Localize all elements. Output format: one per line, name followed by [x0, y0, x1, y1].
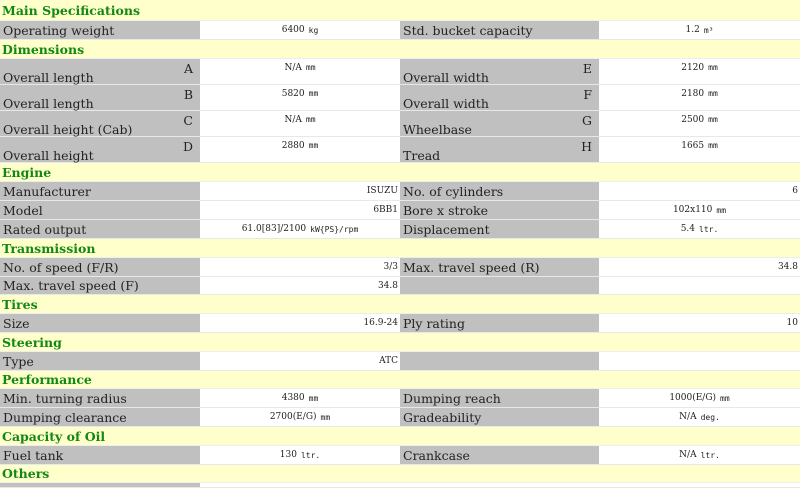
value-text: 2700(E/G)	[269, 412, 317, 422]
value-text: 10	[786, 318, 798, 328]
label-max-travel-speed-r	[400, 258, 599, 277]
value-empty	[599, 352, 800, 371]
label-text: Gradeability	[403, 409, 482, 425]
label-tire-size	[0, 314, 200, 333]
section-dimensions: Dimensions	[0, 40, 800, 59]
label-text: Tread	[403, 148, 441, 163]
label-text: Max. travel speed (R)	[403, 259, 540, 275]
value-text: 6400	[281, 25, 305, 35]
value-tread-h	[599, 137, 800, 163]
value-bore-stroke	[599, 201, 800, 220]
label-text: Fuel tank	[3, 447, 64, 463]
label-text: Max. travel speed (F)	[3, 278, 139, 293]
unit-text: mm	[308, 141, 319, 150]
value-tire-size	[200, 314, 400, 333]
value-text: ISUZU	[366, 186, 398, 196]
label-manufacturer	[0, 182, 200, 201]
label-text: Type	[3, 353, 34, 369]
value-overall-length-b	[200, 85, 400, 111]
value-ply-rating	[599, 314, 800, 333]
value-text: 4380	[281, 393, 305, 403]
label-bore-stroke	[400, 201, 599, 220]
label-no-of-cylinders	[400, 182, 599, 201]
unit-text: mm	[308, 89, 319, 98]
label-dumping-clearance	[0, 408, 200, 427]
label-text: Bore x stroke	[403, 202, 488, 218]
label-min-turning-radius	[0, 389, 200, 408]
value-fuel-tank	[200, 446, 400, 465]
value-no-of-speed	[200, 258, 400, 277]
label-steering-type	[0, 352, 200, 371]
label-ply-rating	[400, 314, 599, 333]
value-overall-width-e	[599, 59, 800, 85]
unit-text: m³	[703, 25, 714, 35]
value-text: 34.8	[377, 280, 398, 291]
label-rated-output	[0, 220, 200, 239]
value-steering-type	[200, 352, 400, 371]
label-tread-h	[400, 137, 599, 163]
unit-text: mm	[708, 89, 718, 98]
label-empty	[400, 352, 599, 371]
unit-text: mm	[308, 393, 319, 403]
unit-text: mm	[305, 63, 316, 72]
label-overall-height-cab-c	[0, 111, 200, 137]
section-capacity-of-oil: Capacity of Oil	[0, 427, 800, 446]
value-wheelbase-g	[599, 111, 800, 137]
label-operating-weight	[0, 21, 200, 40]
label-model	[0, 201, 200, 220]
unit-text: kg	[308, 25, 319, 35]
label-text: Dumping clearance	[3, 409, 127, 425]
value-overall-height-d	[200, 137, 400, 163]
label-empty	[400, 277, 599, 295]
label-text: Ply rating	[403, 315, 465, 331]
value-text: 2180	[681, 89, 705, 99]
unit-text: mm	[720, 393, 730, 403]
label-max-travel-speed-f	[0, 277, 200, 295]
value-others-partial	[200, 483, 800, 488]
value-text: 102x110	[672, 205, 713, 215]
dimension-letter: H	[581, 139, 592, 154]
section-transmission: Transmission	[0, 239, 800, 258]
value-bucket-capacity	[599, 21, 800, 40]
value-text: 2880	[281, 141, 305, 151]
label-displacement	[400, 220, 599, 239]
label-text: Operating weight	[3, 22, 115, 38]
value-operating-weight	[200, 21, 400, 40]
label-text: Overall height	[3, 148, 94, 163]
label-bucket-capacity	[400, 21, 599, 40]
label-text: Dumping reach	[403, 390, 501, 406]
label-text: Model	[3, 202, 43, 218]
value-displacement	[599, 220, 800, 239]
dimension-letter: E	[582, 61, 592, 76]
value-no-of-cylinders	[599, 182, 800, 201]
dimension-letter: C	[183, 113, 193, 128]
label-overall-height-d	[0, 137, 200, 163]
label-text: Overall length	[3, 70, 94, 85]
label-no-of-speed	[0, 258, 200, 277]
value-text: N/A	[284, 63, 302, 73]
section-tires: Tires	[0, 295, 800, 314]
label-gradeability	[400, 408, 599, 427]
label-crankcase	[400, 446, 599, 465]
section-main-specifications: Main Specifications	[0, 0, 800, 21]
value-overall-length-a	[200, 59, 400, 85]
value-text: 6BB1	[373, 205, 398, 215]
label-overall-length-a	[0, 59, 200, 85]
value-gradeability	[599, 408, 800, 427]
label-text: Rated output	[3, 221, 87, 237]
label-fuel-tank	[0, 446, 200, 465]
unit-text: mm	[708, 115, 718, 124]
value-crankcase	[599, 446, 800, 465]
value-text: 3/3	[383, 262, 398, 272]
label-others-partial	[0, 483, 200, 488]
unit-text: mm	[320, 412, 331, 422]
value-min-turning-radius	[200, 389, 400, 408]
unit-text: ltr.	[699, 224, 719, 234]
value-text: 2120	[681, 63, 705, 73]
unit-text: mm	[708, 63, 718, 72]
label-text: Crankcase	[403, 447, 470, 463]
label-text: Overall width	[403, 96, 489, 111]
unit-text: deg.	[700, 412, 720, 422]
unit-text: mm	[708, 141, 718, 150]
label-text: Displacement	[403, 221, 490, 237]
value-overall-height-cab-c	[200, 111, 400, 137]
value-dumping-reach	[599, 389, 800, 408]
value-text: ATC	[379, 356, 398, 366]
value-text: 16.9-24	[363, 318, 398, 328]
label-dumping-reach	[400, 389, 599, 408]
unit-text: ltr.	[300, 450, 321, 460]
dimension-letter: F	[583, 87, 592, 102]
section-performance: Performance	[0, 371, 800, 389]
label-overall-width-e	[400, 59, 599, 85]
value-text: 1665	[681, 141, 705, 151]
label-overall-length-b	[0, 85, 200, 111]
value-text: 5820	[281, 89, 305, 99]
label-text: Manufacturer	[3, 183, 91, 199]
dimension-letter: B	[183, 87, 193, 102]
dimension-letter: G	[582, 113, 592, 128]
value-text: 1000(E/G)	[669, 393, 717, 403]
value-text: 61.0[83]/2100	[241, 224, 307, 234]
label-text: Size	[3, 315, 30, 331]
value-text: N/A	[284, 115, 302, 125]
value-text: 1.2	[685, 25, 700, 35]
label-text: Std. bucket capacity	[403, 22, 533, 38]
value-text: 5.4	[680, 224, 696, 234]
label-text: No. of cylinders	[403, 183, 504, 199]
value-model	[200, 201, 400, 220]
value-manufacturer	[200, 182, 400, 201]
label-text: Overall length	[3, 96, 94, 111]
value-max-travel-speed-f	[200, 277, 400, 295]
label-text: Wheelbase	[403, 122, 472, 137]
value-text: 2500	[681, 115, 705, 125]
value-text: N/A	[679, 450, 697, 460]
label-text: No. of speed (F/R)	[3, 259, 119, 275]
value-rated-output	[200, 220, 400, 239]
dimension-letter: A	[183, 61, 193, 76]
dimension-letter: D	[182, 139, 193, 154]
unit-text: ltr.	[700, 450, 720, 460]
section-steering: Steering	[0, 333, 800, 352]
value-text: 34.8	[777, 262, 798, 272]
section-others: Others	[0, 465, 800, 483]
value-empty	[599, 277, 800, 295]
unit-text: mm	[716, 205, 727, 215]
value-dumping-clearance	[200, 408, 400, 427]
label-text: Overall width	[403, 70, 489, 85]
unit-text: kW{PS}/rpm	[310, 224, 359, 234]
label-wheelbase-g	[400, 111, 599, 137]
label-text: Overall height (Cab)	[3, 122, 133, 137]
value-text: N/A	[679, 412, 697, 422]
value-text: 6	[792, 186, 798, 196]
value-overall-width-f	[599, 85, 800, 111]
label-overall-width-f	[400, 85, 599, 111]
value-text: 130	[279, 450, 297, 460]
section-engine: Engine	[0, 163, 800, 182]
unit-text: mm	[305, 115, 316, 124]
label-text: Min. turning radius	[3, 390, 127, 406]
value-max-travel-speed-r	[599, 258, 800, 277]
